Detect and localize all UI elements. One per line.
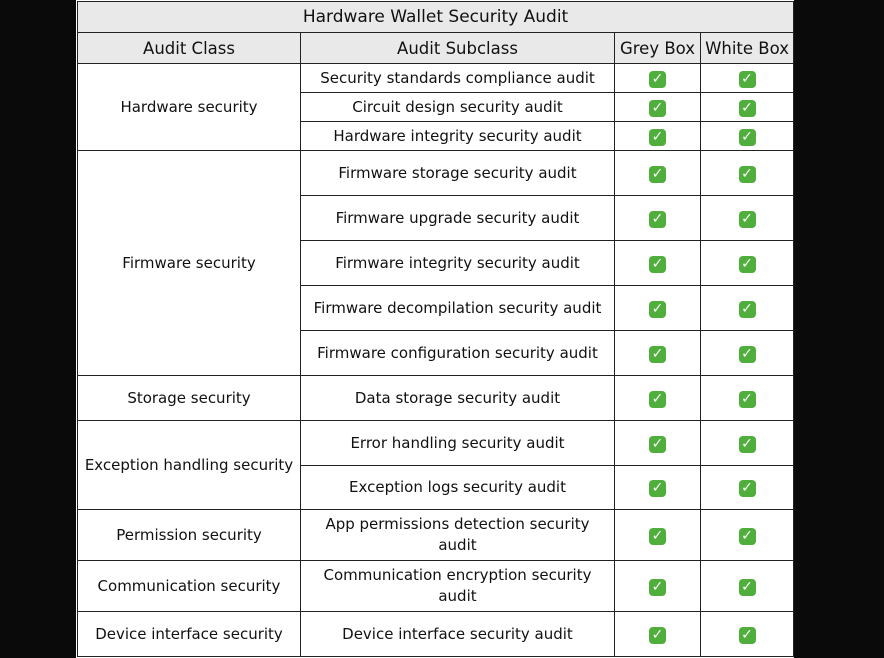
check-mark-button-icon: ✓ xyxy=(739,211,756,228)
check-mark-button-icon: ✓ xyxy=(649,211,666,228)
check-mark-button-icon: ✓ xyxy=(739,480,756,497)
check-mark-button-icon: ✓ xyxy=(649,579,666,596)
check-mark-button-icon: ✓ xyxy=(739,100,756,117)
audit-subclass-cell: Firmware integrity security audit xyxy=(301,241,615,286)
audit-class-cell: Device interface security xyxy=(78,612,301,657)
check-mark-button-icon: ✓ xyxy=(649,256,666,273)
check-mark-button-icon: ✓ xyxy=(649,166,666,183)
grey-box-cell xyxy=(615,466,701,510)
check-mark-button-icon: ✓ xyxy=(739,166,756,183)
audit-subclass-cell: Exception logs security audit xyxy=(301,466,615,510)
audit-subclass-cell: Firmware storage security audit xyxy=(301,151,615,196)
header-audit-subclass: Audit Subclass xyxy=(301,33,615,64)
grey-box-cell xyxy=(615,510,701,561)
check-mark-button-icon: ✓ xyxy=(649,129,666,146)
table-row xyxy=(78,510,794,561)
white-box-cell xyxy=(701,286,794,331)
grey-box-cell xyxy=(615,151,701,196)
table-row xyxy=(78,376,794,421)
header-grey-box: Grey Box xyxy=(615,33,701,64)
check-mark-button-icon: ✓ xyxy=(739,256,756,273)
white-box-cell xyxy=(701,122,794,151)
check-mark-button-icon: ✓ xyxy=(739,436,756,453)
check-mark-button-icon: ✓ xyxy=(739,528,756,545)
check-mark-button-icon: ✓ xyxy=(739,627,756,644)
audit-subclass-cell: Error handling security audit xyxy=(301,421,615,466)
check-mark-button-icon: ✓ xyxy=(649,627,666,644)
white-box-cell xyxy=(701,376,794,421)
grey-box-cell xyxy=(615,331,701,376)
audit-class-cell: Hardware security xyxy=(78,64,301,151)
table-row xyxy=(78,64,794,93)
audit-subclass-cell: Hardware integrity security audit xyxy=(301,122,615,151)
header-audit-class: Audit Class xyxy=(78,33,301,64)
check-mark-button-icon: ✓ xyxy=(649,100,666,117)
table-title: Hardware Wallet Security Audit xyxy=(78,2,794,33)
white-box-cell xyxy=(701,93,794,122)
check-mark-button-icon: ✓ xyxy=(739,129,756,146)
white-box-cell xyxy=(701,421,794,466)
audit-class-cell: Storage security xyxy=(78,376,301,421)
table-body xyxy=(78,64,794,657)
audit-class-cell: Firmware security xyxy=(78,151,301,376)
white-box-cell xyxy=(701,196,794,241)
white-box-cell xyxy=(701,612,794,657)
grey-box-cell xyxy=(615,376,701,421)
grey-box-cell xyxy=(615,93,701,122)
audit-class-cell: Permission security xyxy=(78,510,301,561)
check-mark-button-icon: ✓ xyxy=(649,391,666,408)
grey-box-cell xyxy=(615,241,701,286)
check-mark-button-icon: ✓ xyxy=(739,346,756,363)
audit-subclass-cell: Firmware decompilation security audit xyxy=(301,286,615,331)
audit-subclass-cell: Circuit design security audit xyxy=(301,93,615,122)
white-box-cell xyxy=(701,331,794,376)
check-mark-button-icon: ✓ xyxy=(649,346,666,363)
audit-subclass-cell: Firmware upgrade security audit xyxy=(301,196,615,241)
audit-class-cell: Communication security xyxy=(78,561,301,612)
white-box-cell xyxy=(701,466,794,510)
table-row xyxy=(78,561,794,612)
audit-table-frame xyxy=(76,0,794,658)
check-mark-button-icon: ✓ xyxy=(739,391,756,408)
grey-box-cell xyxy=(615,196,701,241)
white-box-cell xyxy=(701,510,794,561)
white-box-cell xyxy=(701,151,794,196)
check-mark-button-icon: ✓ xyxy=(739,301,756,318)
check-mark-button-icon: ✓ xyxy=(739,71,756,88)
check-mark-button-icon: ✓ xyxy=(649,480,666,497)
audit-class-cell: Exception handling security xyxy=(78,421,301,510)
audit-subclass-cell: App permissions detection security audit xyxy=(301,510,615,561)
audit-subclass-cell: Communication encryption security audit xyxy=(301,561,615,612)
check-mark-button-icon: ✓ xyxy=(739,579,756,596)
check-mark-button-icon: ✓ xyxy=(649,301,666,318)
table-row xyxy=(78,421,794,466)
header-white-box: White Box xyxy=(701,33,794,64)
audit-subclass-cell: Firmware configuration security audit xyxy=(301,331,615,376)
check-mark-button-icon: ✓ xyxy=(649,436,666,453)
grey-box-cell xyxy=(615,421,701,466)
grey-box-cell xyxy=(615,122,701,151)
audit-subclass-cell: Data storage security audit xyxy=(301,376,615,421)
audit-subclass-cell: Security standards compliance audit xyxy=(301,64,615,93)
grey-box-cell xyxy=(615,612,701,657)
white-box-cell xyxy=(701,64,794,93)
table-row xyxy=(78,612,794,657)
white-box-cell xyxy=(701,561,794,612)
grey-box-cell xyxy=(615,64,701,93)
check-mark-button-icon: ✓ xyxy=(649,528,666,545)
table-row xyxy=(78,151,794,196)
audit-table xyxy=(77,1,794,657)
audit-subclass-cell: Device interface security audit xyxy=(301,612,615,657)
white-box-cell xyxy=(701,241,794,286)
grey-box-cell xyxy=(615,286,701,331)
grey-box-cell xyxy=(615,561,701,612)
check-mark-button-icon: ✓ xyxy=(649,71,666,88)
